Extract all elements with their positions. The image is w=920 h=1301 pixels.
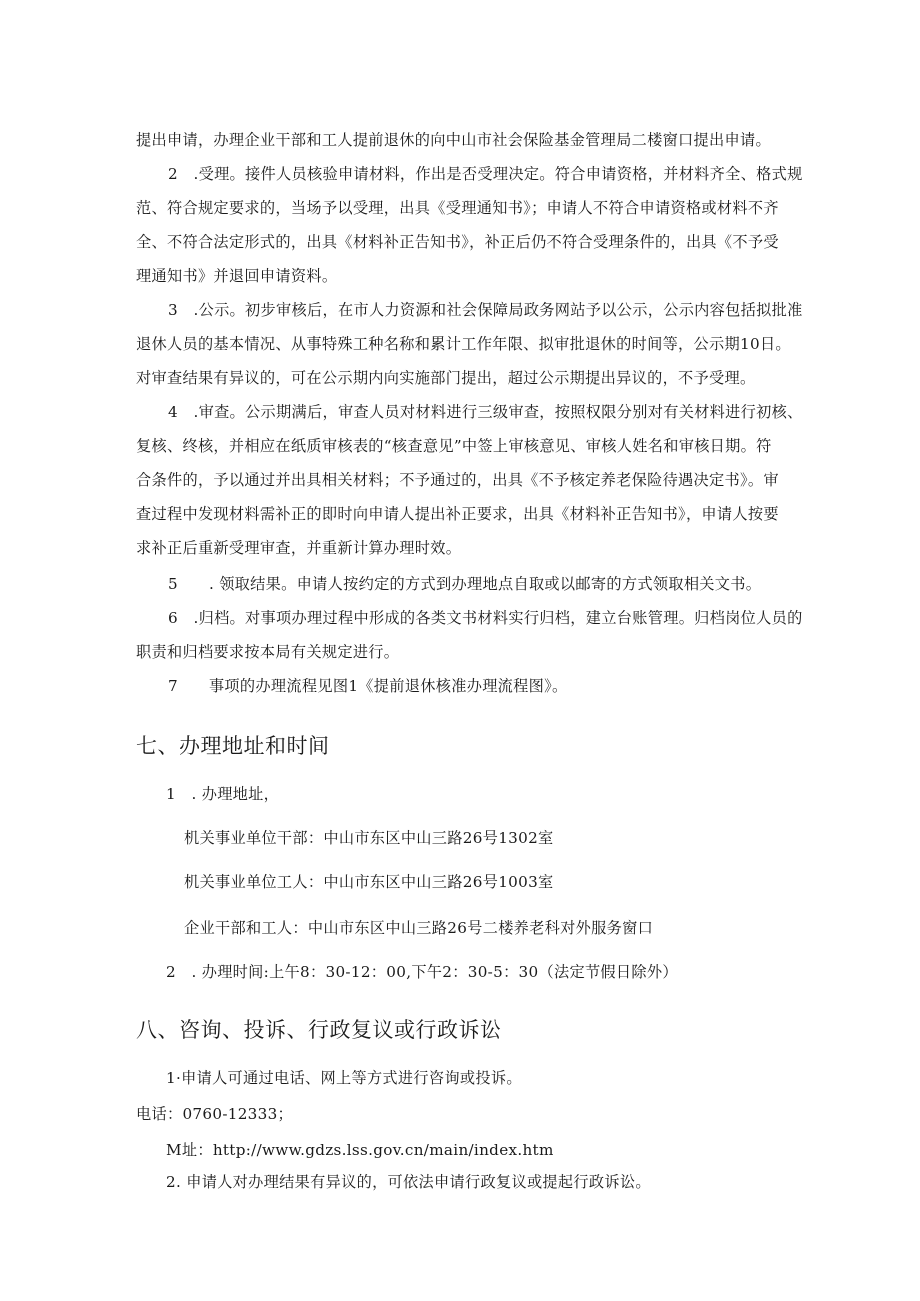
step-7-line: 7 事项的办理流程见图1《提前退休核准办理流程图》。 <box>168 677 568 695</box>
address-label: 1 . 办理地址， <box>166 785 280 803</box>
paragraph-line: 范、符合规定要求的，当场予以受理，出具《受理通知书》；申请人不符合申请资格或材料不齐 <box>136 199 779 217</box>
paragraph-line: 职责和归档要求按本局有关规定进行。 <box>136 643 400 661</box>
step-6-line: 6 .归档。对事项办理过程中形成的各类文书材料实行归档，建立台账管理。归档岗位人员的 <box>168 609 803 627</box>
step-4-line: 4 .审查。公示期满后，审查人员对材料进行三级审查，按照权限分别对有关材料进行初核、 <box>168 403 803 421</box>
step-5-line: 5 . 领取结果。申请人按约定的方式到办理地点自取或以邮寄的方式领取相关文书。 <box>168 575 762 593</box>
paragraph-line: 全、不符合法定形式的，出具《材料补正告知书》，补正后仍不符合受理条件的，出具《不予受 <box>136 233 779 251</box>
paragraph-line: 提出申请，办理企业干部和工人提前退休的向中山市社会保险基金管理局二楼窗口提出申请。 <box>136 131 771 149</box>
consult-line: 1·申请人可通过电话、网上等方式进行咨询或投诉。 <box>166 1069 522 1087</box>
step-2-line: 2 .受理。接件人员核验申请材料，作出是否受理决定。符合申请资格，并材料齐全、格式规 <box>168 165 803 183</box>
phone-line: 电话：0760-12333； <box>136 1105 294 1123</box>
paragraph-line: 合条件的，予以通过并出具相关材料；不予通过的，出具《不予核定养老保险待遇决定书》。审 <box>136 471 779 489</box>
appeal-line: 2. 申请人对办理结果有异议的，可依法申请行政复议或提起行政诉讼。 <box>166 1173 651 1191</box>
step-3-line: 3 .公示。初步审核后，在市人力资源和社会保障局政务网站予以公示，公示内容包括拟批准 <box>168 301 803 319</box>
section-7-heading: 七、办理地址和时间 <box>136 734 330 758</box>
paragraph-line: 理通知书》并退回申请资料。 <box>136 267 338 285</box>
paragraph-line: 对审查结果有异议的，可在公示期内向实施部门提出，超过公示期提出异议的，不予受理。 <box>136 369 756 387</box>
address-line: 机关事业单位工人：中山市东区中山三路26号1003室 <box>184 873 554 891</box>
address-line: 企业干部和工人：中山市东区中山三路26号二楼养老科对外服务窗口 <box>184 919 654 937</box>
website-line: M址：http://www.gdzs.lss.gov.cn/main/index.htm <box>166 1141 554 1159</box>
paragraph-line: 退休人员的基本情况、从事特殊工种名称和累计工作年限、拟审批退休的时间等，公示期10日。 <box>136 335 791 353</box>
section-8-heading: 八、咨询、投诉、行政复议或行政诉讼 <box>136 1018 502 1042</box>
paragraph-line: 查过程中发现材料需补正的即时向申请人提出补正要求，出具《材料补正告知书》，申请人按要 <box>136 505 779 523</box>
paragraph-line: 求补正后重新受理审查，并重新计算办理时效。 <box>136 539 462 557</box>
paragraph-line: 复核、终核，并相应在纸质审核表的“核查意见”中签上审核意见、审核人姓名和审核日期。符 <box>136 437 772 455</box>
office-hours: 2 . 办理时间:上午8：30-12：00,下午2：30-5：30（法定节假日除外） <box>166 963 678 981</box>
address-line: 机关事业单位干部：中山市东区中山三路26号1302室 <box>184 829 554 847</box>
